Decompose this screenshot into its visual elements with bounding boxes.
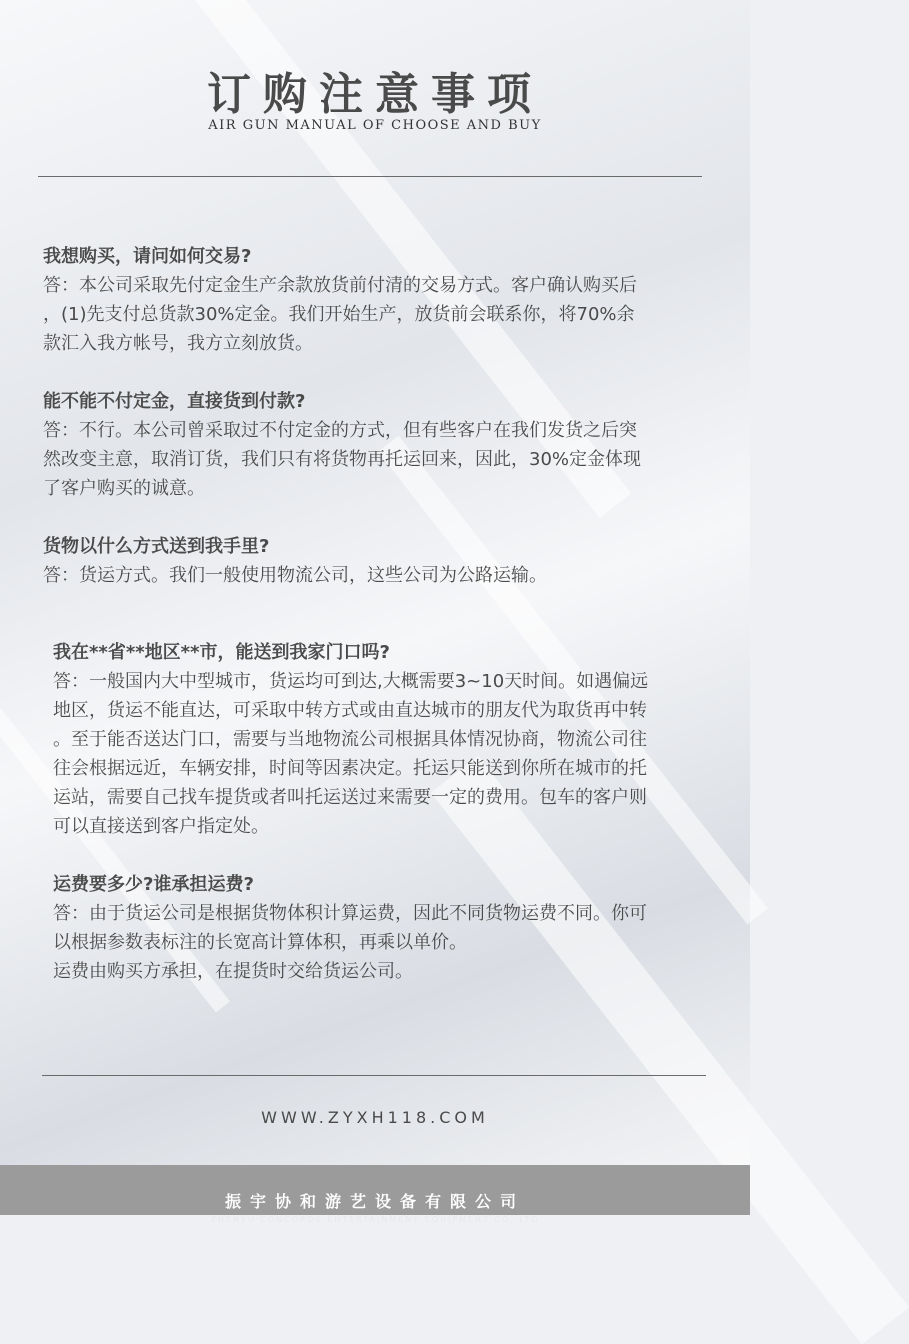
faq-answer-line: 答：不行。本公司曾采取过不付定金的方式，但有些客户在我们发货之后突 — [43, 420, 637, 441]
faq-answer-line: 然改变主意，取消订货，我们只有将货物再托运回来，因此，30%定金体现 — [43, 449, 642, 470]
faq-answer-line: 运站，需要自己找车提货或者叫托运送过来需要一定的费用。包车的客户则 — [53, 787, 647, 808]
faq-question: 我在**省**地区**市，能送到我家门口吗? — [53, 642, 390, 663]
faq-answer-line: 答：由于货运公司是根据货物体积计算运费，因此不同货物运费不同。你可 — [53, 903, 647, 924]
faq-answer-line: 以根据参数表标注的长宽高计算体积，再乘以单价。 — [53, 932, 467, 953]
faq-question: 能不能不付定金，直接货到付款? — [43, 391, 306, 412]
page-subtitle: AIR GUN MANUAL OF CHOOSE AND BUY — [208, 118, 542, 133]
company-name: 振宇协和游艺设备有限公司 — [224, 1192, 525, 1211]
faq-answer-line: 答：一般国内大中型城市，货运均可到达,大概需要3~10天时间。如遇偏远 — [53, 671, 649, 692]
footer-bar — [0, 1165, 750, 1224]
faq-question: 我想购买，请问如何交易? — [43, 246, 252, 267]
footer-divider — [42, 1075, 706, 1076]
faq-answer-line: 款汇入我方帐号，我方立刻放货。 — [43, 333, 313, 354]
page-title: 订购注意事项 — [207, 69, 543, 120]
faq-item — [43, 532, 723, 590]
light-streak — [431, 756, 909, 1344]
faq-question: 运费要多少?谁承担运费? — [53, 874, 254, 895]
faq-answer-line: 地区，货运不能直达，可采取中转方式或由直达城市的朋友代为取货再中转 — [53, 700, 647, 721]
faq-answer-line: 答：货运方式。我们一般使用物流公司，这些公司为公路运输。 — [43, 565, 547, 586]
faq-item — [53, 638, 733, 841]
faq-answer-line: 可以直接送到客户指定处。 — [53, 816, 269, 837]
faq-answer-line: 了客户购买的诚意。 — [43, 478, 205, 499]
faq-question: 货物以什么方式送到我手里? — [43, 536, 270, 557]
company-name-en: ZHENYU CONCORDE ENTERTAINMENT EQUIPMENT CO.,LTD — [210, 1215, 540, 1224]
faq-item — [43, 387, 723, 503]
faq-item — [53, 870, 733, 986]
header-divider — [38, 176, 702, 177]
faq-answer-line: 。至于能否送达门口，需要与当地物流公司根据具体情况协商，物流公司往 — [53, 729, 647, 750]
faq-answer-line: 运费由购买方承担，在提货时交给货运公司。 — [53, 961, 413, 982]
faq-item — [43, 242, 723, 358]
faq-answer-line: 答：本公司采取先付定金生产余款放货前付清的交易方式。客户确认购买后 — [43, 275, 637, 296]
faq-answer-line: 往会根据远近，车辆安排，时间等因素决定。托运只能送到你所在城市的托 — [53, 758, 647, 779]
faq-answer-line: ，(1)先支付总货款30%定金。我们开始生产，放货前会联系你，将70%余 — [43, 304, 635, 325]
website-link[interactable]: WWW.ZYXH118.COM — [261, 1108, 489, 1127]
